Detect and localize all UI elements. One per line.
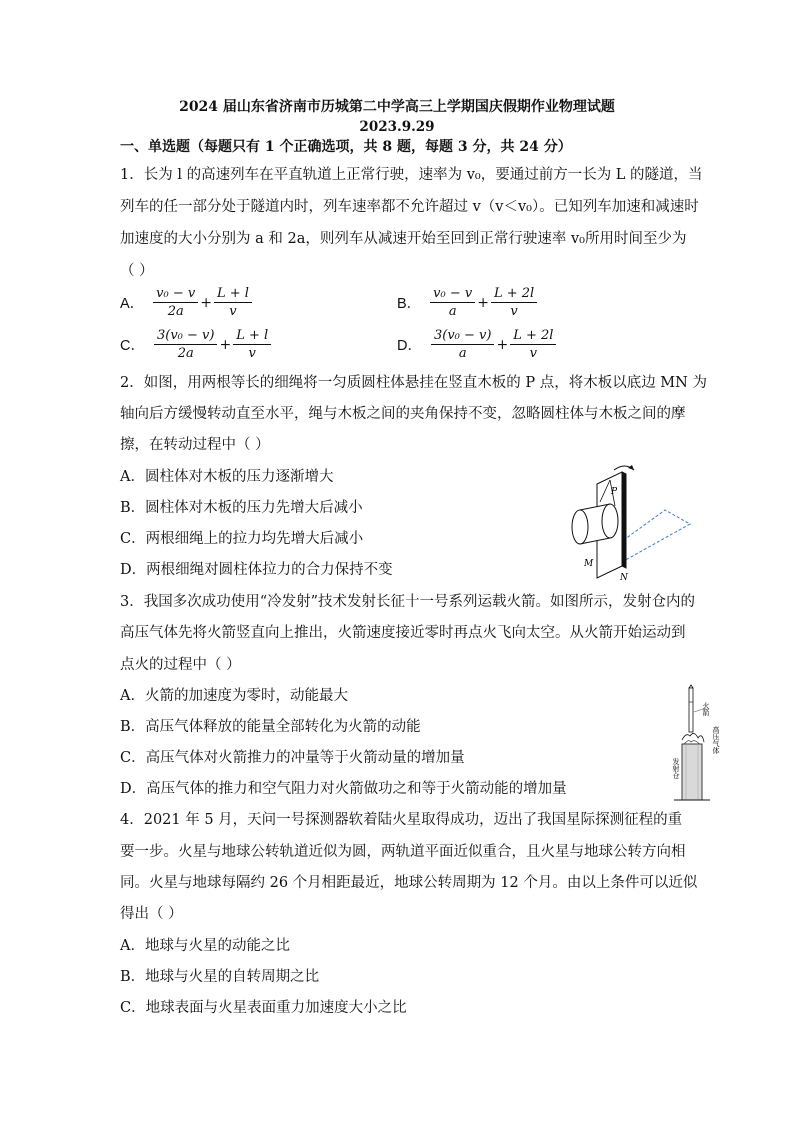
q1-option-a[interactable]: A． $\frac{\text{v₀ − v}}{2a}$ + $\frac{L + l}{v}$ — [120, 286, 253, 319]
q1-line-3: 加速度的大小分别为 a 和 2a，则列车从减速开始至回到正常行驶速率 v₀所用时间至少为 — [120, 231, 687, 247]
option-label: C． — [120, 338, 145, 354]
q2-option-d[interactable]: D．两根细绳对圆柱体拉力的合力保持不变 — [120, 562, 393, 578]
q1-line-4: （ ） — [120, 263, 154, 279]
q2-option-b[interactable]: B．圆柱体对木板的压力先增大后减小 — [120, 500, 363, 516]
option-label: D． — [397, 338, 422, 354]
fraction-denominator: 2a — [167, 304, 184, 319]
option-label: A． — [120, 296, 145, 312]
q3-option-c[interactable]: C．高压气体对火箭推力的冲量等于火箭动量的增加量 — [120, 750, 465, 766]
fraction-denominator: a — [448, 304, 457, 319]
section-heading: 一、单选题（每题只有 1 个正确选项，共 8 题，每题 3 分，共 24 分） — [120, 139, 572, 155]
option-label: B． — [397, 296, 422, 312]
fraction-numerator: v₀ − v — [430, 286, 475, 303]
fraction-denominator: v — [529, 346, 537, 361]
q2-board-cylinder-figure — [570, 462, 700, 584]
q4-line-3: 同。火星与地球每隔约 26 个月相距最近，地球公转周期为 12 个月。由以上条件可以近似 — [120, 875, 698, 891]
q3-rocket-silo-figure — [668, 684, 728, 804]
q4-line-1: 4．2021 年 5 月，天问一号探测器软着陆火星取得成功，迈出了我国星际探测征程的重 — [120, 812, 683, 828]
fraction-denominator: v — [510, 304, 518, 319]
fraction-numerator: 3(v₀ − v) — [154, 328, 217, 345]
q3-line-2: 高压气体先将火箭竖直向上推出，火箭速度接近零时再点火飞向太空。从火箭开始运动到 — [120, 625, 686, 641]
point-n-label: N — [620, 573, 628, 583]
fraction-denominator: v — [229, 304, 237, 319]
silo-label: 发射仓 — [672, 758, 680, 779]
fraction-numerator: 3(v₀ − v) — [431, 328, 494, 345]
q4-option-b[interactable]: B．地球与火星的自转周期之比 — [120, 969, 320, 985]
q3-line-1: 3．我国多次成功使用“冷发射”技术发射长征十一号系列运载火箭。如图所示，发射仓内的 — [120, 594, 696, 610]
q4-line-2: 要一步。火星与地球公转轨道近似为圆，两轨道平面近似重合，且火星与地球公转方向相 — [120, 844, 686, 860]
fraction-numerator: L + 2l — [491, 286, 537, 303]
fraction-numerator: v₀ − v — [153, 286, 198, 303]
fraction-denominator: v — [248, 346, 256, 361]
fraction-denominator: a — [458, 346, 467, 361]
q2-option-a[interactable]: A．圆柱体对木板的压力逐渐增大 — [120, 469, 334, 485]
fraction-denominator: 2a — [177, 346, 194, 361]
q2-line-2: 轴向后方缓慢转动直至水平，绳与木板之间的夹角保持不变，忽略圆柱体与木板之间的摩 — [120, 406, 686, 422]
q3-line-3: 点火的过程中（ ） — [120, 657, 241, 673]
q4-option-a[interactable]: A．地球与火星的动能之比 — [120, 938, 290, 954]
q1-line-1: 1．长为 l 的高速列车在平直轨道上正常行驶，速率为 v₀，要通过前方一长为 L 的隧道，当 — [120, 167, 703, 183]
exam-date: 2023.9.29 — [359, 119, 435, 135]
q1-option-b[interactable]: B． $\frac{\text{v₀ − v}}{a}$ + $\frac{L + 2l}{v}$ — [397, 286, 538, 319]
exam-title: 2024 届山东省济南市历城第二中学高三上学期国庆假期作业物理试题 — [179, 99, 615, 115]
q3-option-a[interactable]: A．火箭的加速度为零时，动能最大 — [120, 688, 348, 704]
q1-option-d[interactable]: D． $\frac{\text{3(v₀ − v)}}{a}$ + $\frac{L + 2l}{v}$ — [397, 328, 557, 361]
q2-option-c[interactable]: C．两根细绳上的拉力均先增大后减小 — [120, 531, 364, 547]
q4-line-4: 得出（ ） — [120, 906, 183, 922]
q1-line-2: 列车的任一部分处于隧道内时，列车速率都不允许超过 v（v＜v₀）。已知列车加速和减速时 — [120, 199, 699, 215]
point-p-label: P — [611, 487, 618, 497]
q4-option-c[interactable]: C．地球表面与火星表面重力加速度大小之比 — [120, 1000, 407, 1016]
q3-option-b[interactable]: B．高压气体释放的能量全部转化为火箭的动能 — [120, 719, 421, 735]
fraction-numerator: L + l — [214, 286, 252, 303]
point-m-label: M — [584, 559, 594, 569]
fraction-numerator: L + l — [233, 328, 271, 345]
rocket-label: 火箭 — [702, 702, 710, 716]
q3-option-d[interactable]: D．高压气体的推力和空气阻力对火箭做功之和等于火箭动能的增加量 — [120, 781, 567, 797]
q2-line-3: 擦，在转动过程中（ ） — [120, 437, 270, 453]
gas-label: 高压气体 — [712, 726, 720, 754]
q1-option-c[interactable]: C． $\frac{\text{3(v₀ − v)}}{2a}$ + $\frac{L + l}{v}$ — [120, 328, 272, 361]
q2-line-1: 2．如图，用两根等长的细绳将一匀质圆柱体悬挂在竖直木板的 P 点，将木板以底边 MN 为 — [120, 375, 707, 391]
fraction-numerator: L + 2l — [510, 328, 556, 345]
